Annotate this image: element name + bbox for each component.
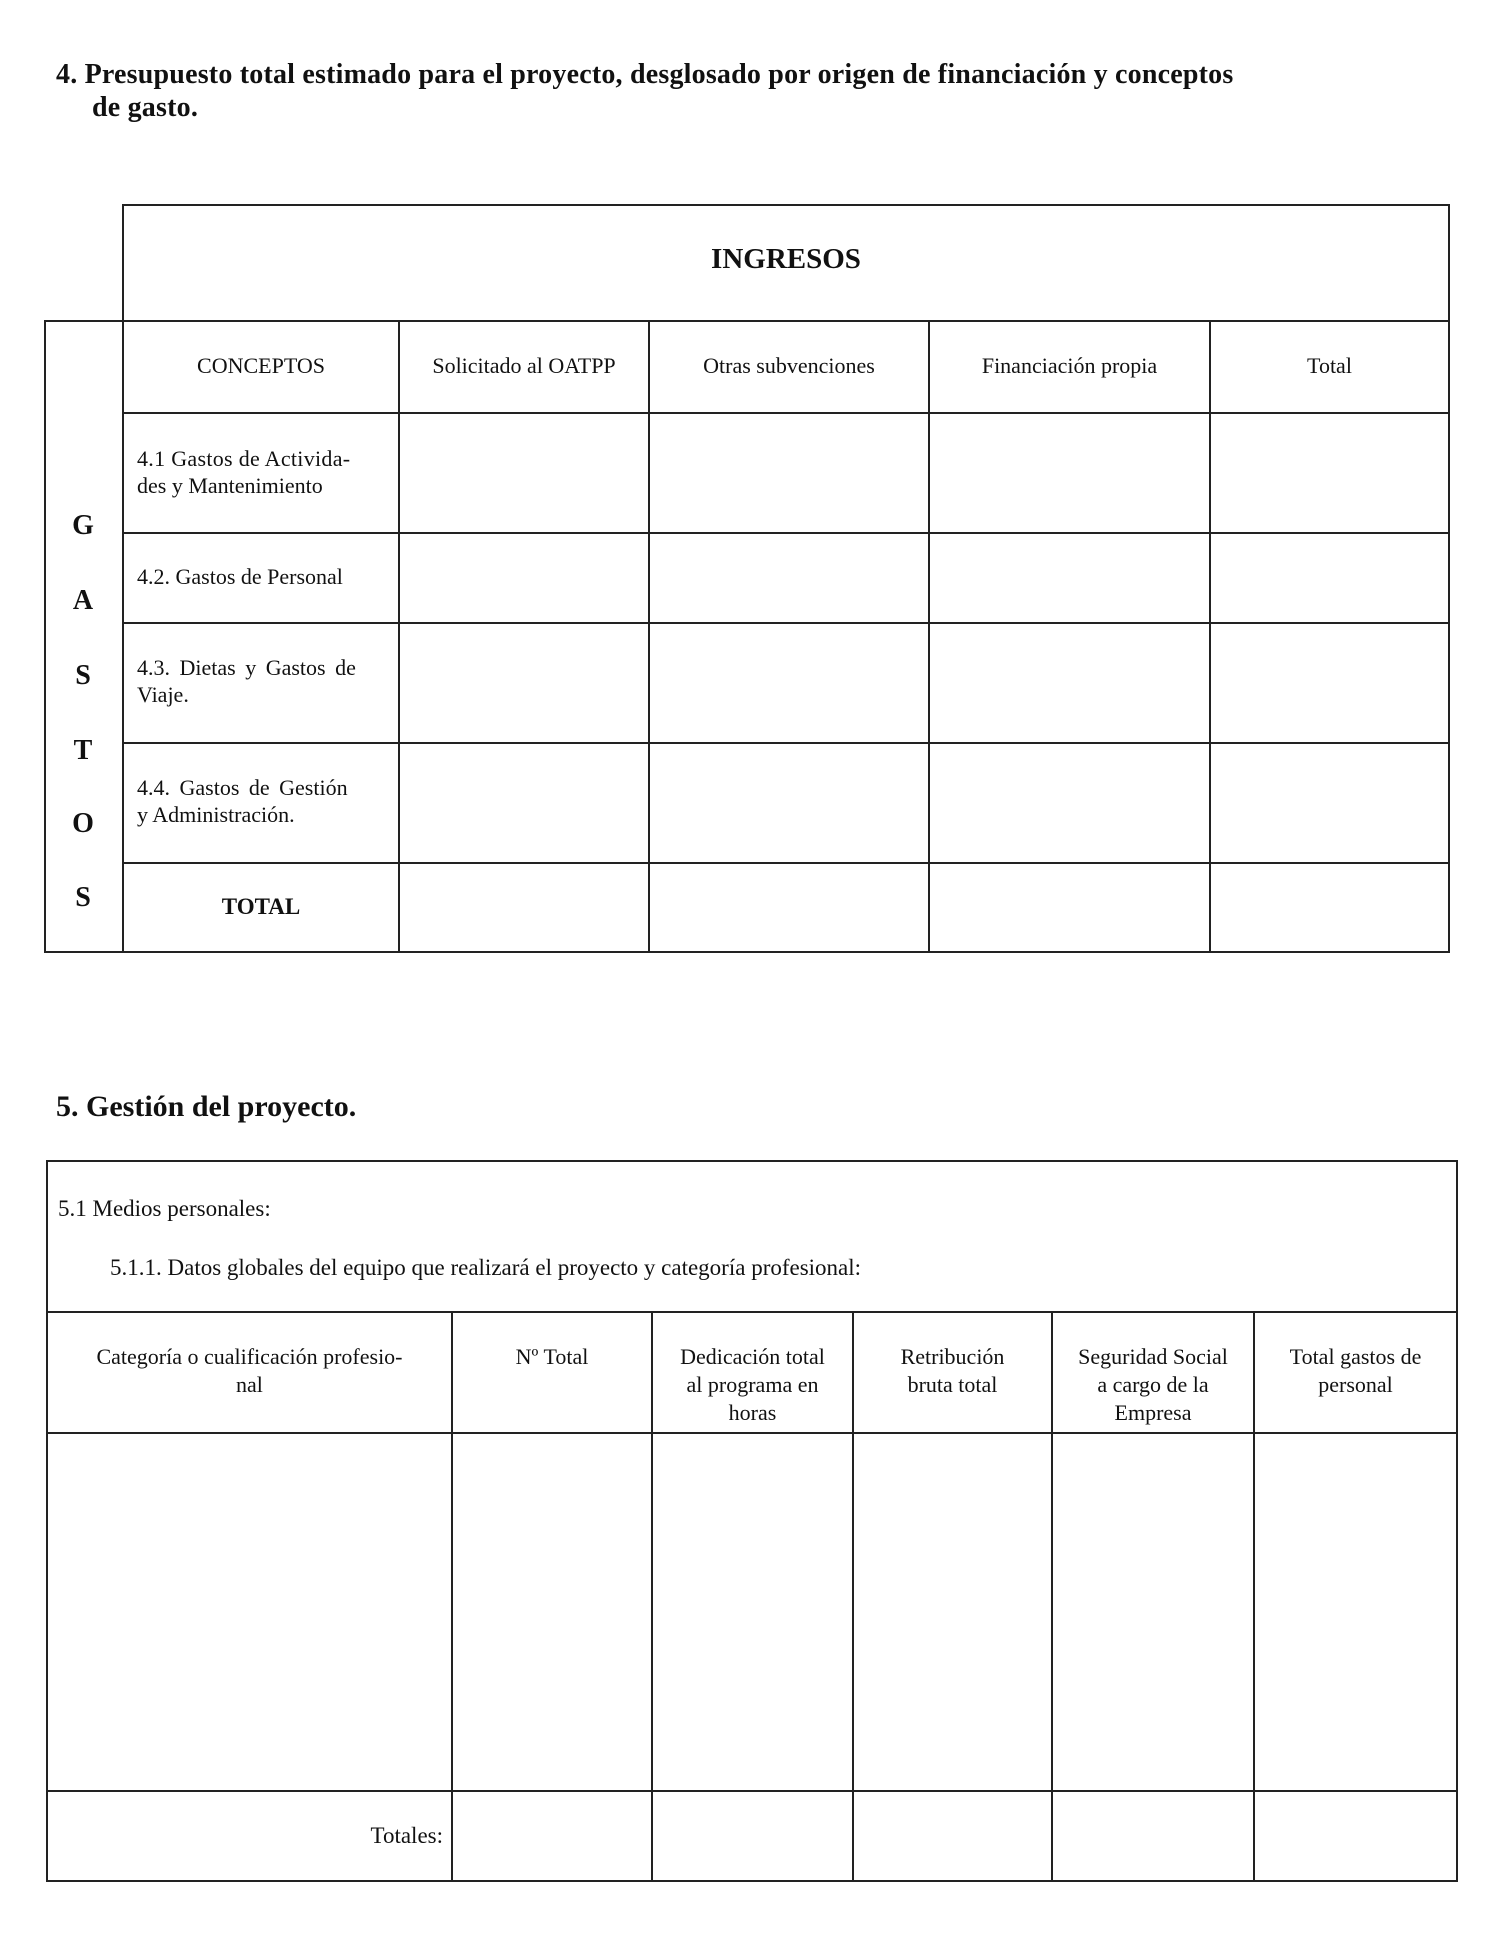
col-financiacion-propia: Financiación propia	[981, 353, 1158, 378]
data-cell[interactable]	[46, 1432, 453, 1792]
concept-label: 4.4. Gastos de Gestión y Administración.	[137, 775, 348, 827]
col-retribucion: Retribución bruta total	[900, 1344, 1005, 1397]
col-dedicacion: Dedicación total al programa en horas	[680, 1344, 825, 1425]
total-amount-cell[interactable]	[398, 862, 650, 953]
amount-cell[interactable]	[928, 412, 1211, 534]
amount-cell[interactable]	[928, 622, 1211, 744]
amount-cell[interactable]	[928, 742, 1211, 864]
column-header-cell	[451, 1311, 653, 1434]
col-categoria: Categoría o cualificación profesio- nal	[96, 1344, 403, 1397]
amount-cell[interactable]	[648, 412, 930, 534]
col-conceptos: CONCEPTOS	[197, 353, 325, 378]
data-cell[interactable]	[651, 1432, 854, 1792]
amount-cell[interactable]	[398, 742, 650, 864]
total-label: TOTAL	[221, 894, 301, 919]
amount-cell[interactable]	[648, 742, 930, 864]
totales-label: Totales:	[370, 1823, 443, 1848]
gastos-letter: S	[75, 660, 91, 691]
amount-cell[interactable]	[1209, 742, 1450, 864]
total-amount-cell[interactable]	[1209, 862, 1450, 953]
medios-box	[46, 1160, 1458, 1313]
amount-cell[interactable]	[648, 622, 930, 744]
totales-cell[interactable]	[651, 1790, 854, 1882]
gastos-letter: G	[72, 510, 94, 541]
ingresos-label: INGRESOS	[711, 243, 861, 275]
gastos-column-cell	[44, 320, 124, 953]
col-n-total: Nº Total	[515, 1344, 589, 1369]
section-5-heading: 5. Gestión del proyecto.	[56, 1090, 357, 1123]
data-cell[interactable]	[1051, 1432, 1255, 1792]
amount-cell[interactable]	[928, 532, 1211, 624]
amount-cell[interactable]	[398, 412, 650, 534]
col-total-gastos: Total gastos de personal	[1289, 1344, 1422, 1397]
concept-label: 4.2. Gastos de Personal	[137, 564, 343, 589]
total-amount-cell[interactable]	[648, 862, 930, 953]
amount-cell[interactable]	[1209, 412, 1450, 534]
section-4-heading-line2: de gasto.	[92, 92, 199, 123]
totales-cell[interactable]	[852, 1790, 1053, 1882]
concept-label: 4.1 Gastos de Activida- des y Mantenimiento	[137, 446, 351, 498]
totales-cell[interactable]	[1253, 1790, 1458, 1882]
amount-cell[interactable]	[1209, 532, 1450, 624]
amount-cell[interactable]	[398, 532, 650, 624]
amount-cell[interactable]	[398, 622, 650, 744]
data-cell[interactable]	[1253, 1432, 1458, 1792]
col-total: Total	[1307, 353, 1352, 378]
gastos-letter: T	[73, 735, 93, 766]
section-4-heading-line1: 4. Presupuesto total estimado para el proyecto, desglosado por origen de financiación y conceptos	[56, 59, 1234, 90]
amount-cell[interactable]	[1209, 622, 1450, 744]
total-amount-cell[interactable]	[928, 862, 1211, 953]
concept-label: 4.3. Dietas y Gastos de Viaje.	[137, 655, 356, 707]
amount-cell[interactable]	[648, 532, 930, 624]
col-otras-subvenciones: Otras subvenciones	[703, 353, 875, 378]
section-4-heading	[56, 58, 1436, 124]
col-solicitado: Solicitado al OATPP	[432, 353, 616, 378]
data-cell[interactable]	[852, 1432, 1053, 1792]
totales-cell[interactable]	[1051, 1790, 1255, 1882]
col-seguridad-social: Seguridad Social a cargo de la Empresa	[1078, 1344, 1228, 1425]
gastos-letter: O	[72, 808, 94, 839]
gastos-letter: A	[72, 585, 94, 616]
gastos-letter: S	[75, 882, 91, 913]
totales-cell[interactable]	[451, 1790, 653, 1882]
datos-globales-label: 5.1.1. Datos globales del equipo que realizará el proyecto y categoría profesional:	[110, 1255, 862, 1280]
data-cell[interactable]	[451, 1432, 653, 1792]
medios-personales-label: 5.1 Medios personales:	[58, 1196, 271, 1221]
